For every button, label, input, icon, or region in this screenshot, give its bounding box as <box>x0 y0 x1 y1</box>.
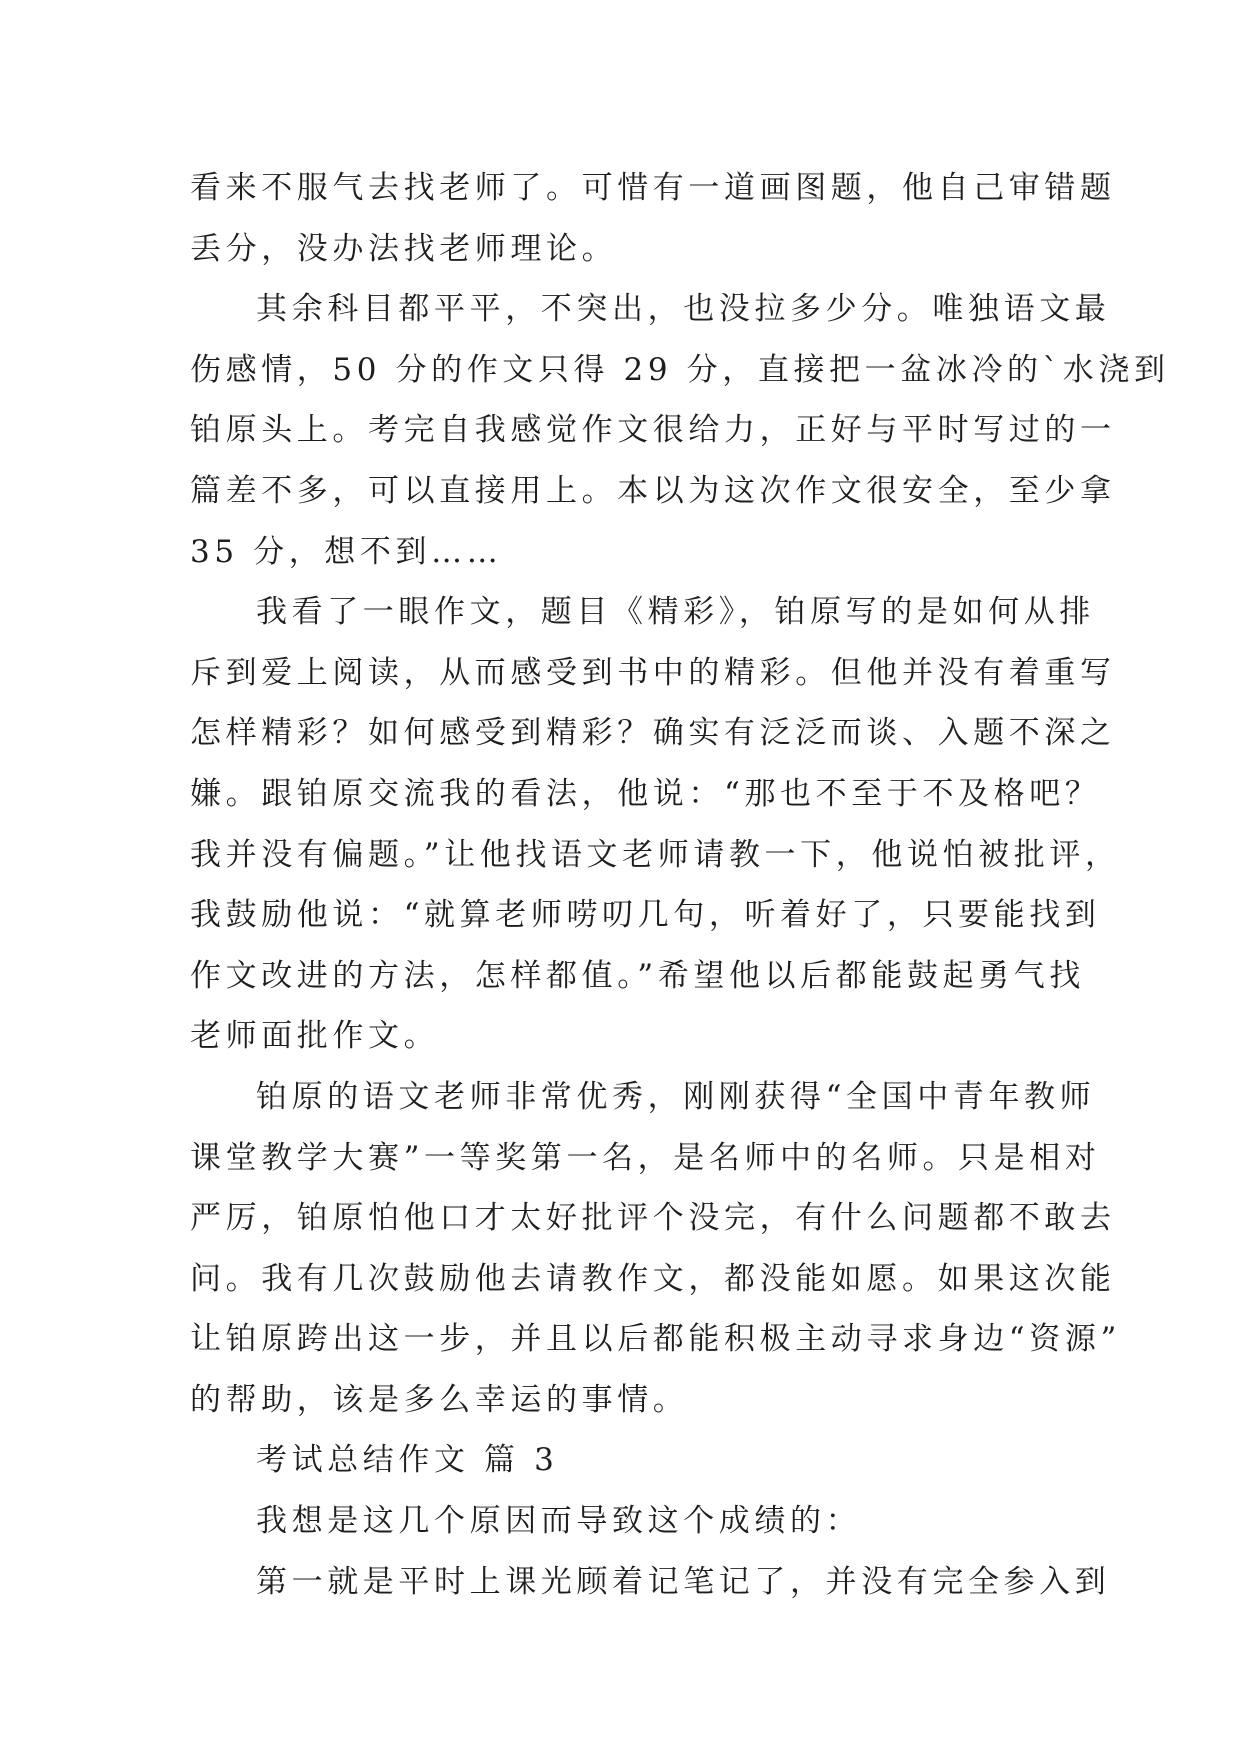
text-line: 我鼓励他说：“就算老师唠叨几句，听着好了，只要能找到 <box>190 897 1101 934</box>
text-line: 其余科目都平平，不突出，也没拉多少分。唯独语文最 <box>256 291 1111 328</box>
text-line: 考试总结作文 篇 3 <box>256 1442 559 1479</box>
text-line: 我并没有偏题。”让他找语文老师请教一下，他说怕被批评， <box>190 836 1121 873</box>
text-line: 我想是这几个原因而导致这个成绩的： <box>256 1503 862 1540</box>
text-line: 看来不服气去找老师了。可惜有一道画图题，他自己审错题 <box>190 170 1116 206</box>
text-line: 问。我有几次鼓励他去请教作文，都没能如愿。如果这次能 <box>190 1260 1116 1297</box>
text-line: 铂原的语文老师非常优秀，刚刚获得“全国中青年教师 <box>256 1078 1096 1115</box>
text-line: 我看了一眼作文，题目《精彩》，铂原写的是如何从排 <box>256 594 1095 631</box>
text-line: 篇差不多，可以直接用上。本以为这次作文很安全，至少拿 <box>190 472 1116 509</box>
text-line: 斥到爱上阅读，从而感受到书中的精彩。但他并没有着重写 <box>190 654 1116 691</box>
document-body <box>190 158 1170 1612</box>
text-line: 铂原头上。考完自我感觉作文很给力，正好与平时写过的一 <box>190 412 1116 449</box>
text-line: 怎样精彩？如何感受到精彩？确实有泛泛而谈、入题不深之 <box>190 715 1116 752</box>
text-line: 的帮助，该是多么幸运的事情。 <box>190 1381 689 1418</box>
text-line: 第一就是平时上课光顾着记笔记了，并没有完全参入到 <box>256 1563 1111 1600</box>
text-line: 嫌。跟铂原交流我的看法，他说：“那也不至于不及格吧？ <box>190 775 1101 812</box>
text-line: 让铂原跨出这一步，并且以后都能积极主动寻求身边“资源” <box>190 1321 1121 1358</box>
text-line: 作文改进的方法，怎样都值。”希望他以后都能鼓起勇气找 <box>190 957 1085 994</box>
text-line: 老师面批作文。 <box>190 1018 440 1055</box>
text-line: 伤感情，50 分的作文只得 29 分，直接把一盆冰冷的`水浇到 <box>190 351 1170 388</box>
text-line: 严厉，铂原怕他口才太好批评个没完，有什么问题都不敢去 <box>190 1200 1116 1237</box>
text-line: 课堂教学大赛”一等奖第一名，是名师中的名师。只是相对 <box>190 1139 1101 1176</box>
text-line: 35 分，想不到…… <box>190 533 503 570</box>
text-line: 丢分，没办法找老师理论。 <box>190 230 618 267</box>
